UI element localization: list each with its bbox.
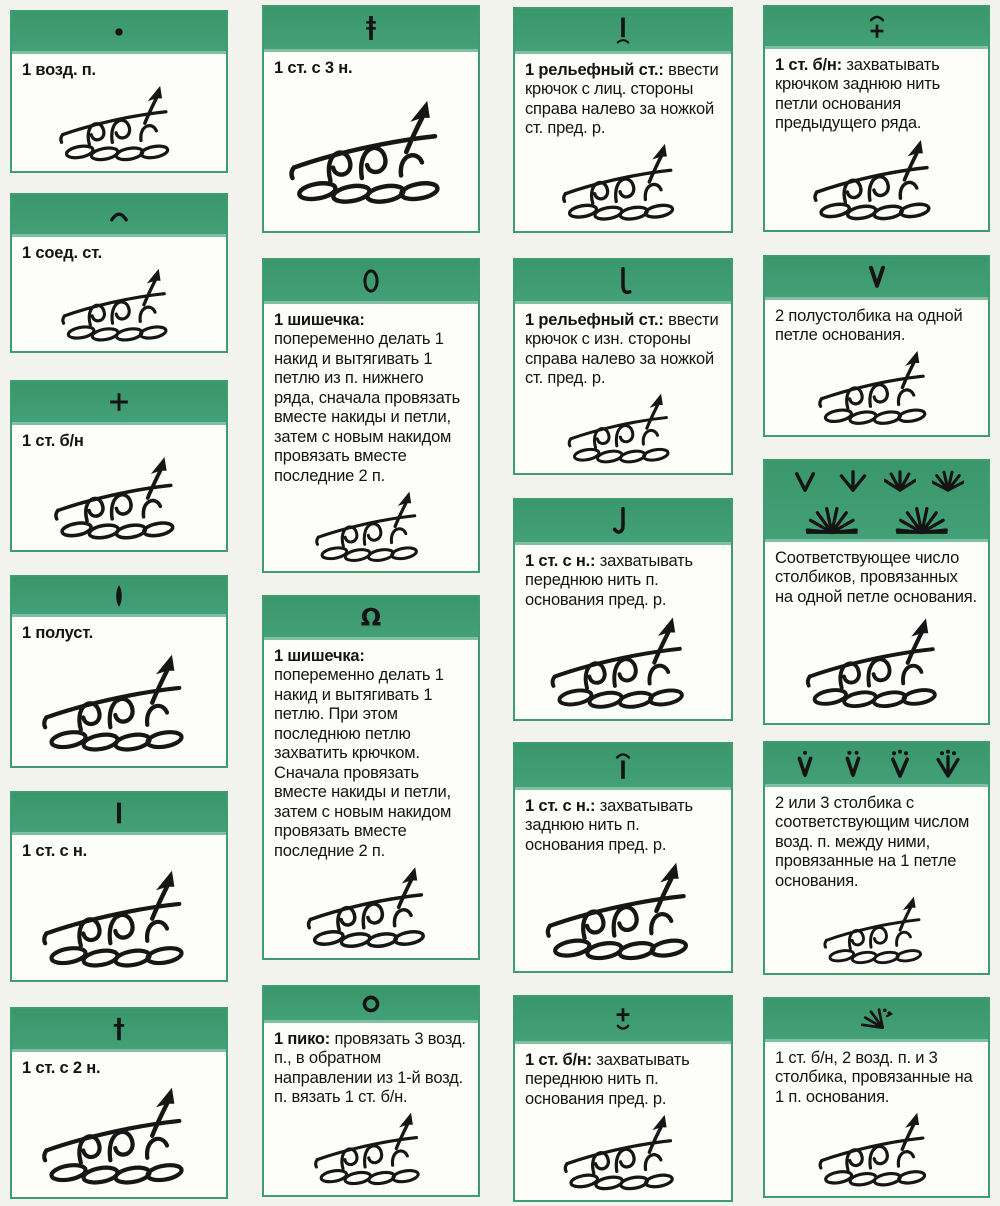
stitch-card (10, 380, 228, 552)
stitch-description (274, 311, 468, 486)
fan-3-icon (837, 463, 869, 495)
stitch-name: 1 пико: (274, 1030, 335, 1048)
bar-two-crosses-icon (355, 12, 387, 44)
illustration-wrap (525, 855, 721, 966)
crochet-illustration-icon (531, 1112, 716, 1192)
stitch-description (525, 61, 721, 139)
crochet-illustration-icon (533, 141, 713, 223)
stitch-card (10, 10, 228, 173)
picot-ring-icon (355, 988, 387, 1020)
bobble-omega-icon (355, 601, 387, 633)
symbol-header (765, 461, 988, 542)
stitch-card (763, 741, 990, 975)
stitch-card (513, 258, 733, 475)
stitch-name: 1 ст. б/н: (525, 1051, 597, 1069)
stitch-name: 1 рельефный ст.: (525, 61, 669, 79)
symbol-header (515, 744, 731, 790)
crochet-illustration-icon (802, 894, 952, 966)
stitch-card (10, 193, 228, 353)
symbol-header (12, 1009, 226, 1052)
symbol-header (12, 12, 226, 54)
symbol-row (272, 601, 470, 633)
stitch-name: 1 возд. п. (22, 61, 96, 79)
v-one-dot-icon (789, 748, 821, 780)
symbol-row (773, 11, 980, 43)
stitch-description (775, 307, 978, 346)
illustration-wrap (775, 891, 978, 968)
stitch-card (262, 985, 480, 1197)
illustration-wrap (525, 1109, 721, 1195)
stitch-description (775, 549, 978, 607)
stitch-details: захватывать переднюю нить п. основания пред. р. (525, 552, 693, 609)
symbol-header (12, 382, 226, 425)
symbol-header (765, 7, 988, 49)
fan-5-icon (884, 463, 916, 495)
stitch-card (513, 7, 733, 233)
chain-dot-icon (103, 16, 135, 48)
symbol-row (523, 265, 723, 297)
symbol-header (515, 9, 731, 54)
svg-text:Ω: Ω (360, 603, 382, 632)
symbol-header (12, 793, 226, 835)
stitch-card (262, 258, 480, 573)
crochet-illustration-icon (791, 348, 963, 427)
stitch-details: 2 полустолбика на одной петле основания. (775, 307, 963, 345)
stitch-description (22, 61, 216, 80)
symbol-row (773, 463, 980, 495)
crochet-illustration-icon (286, 97, 456, 207)
symbol-row (272, 12, 470, 44)
card-body (765, 49, 988, 230)
symbol-header (515, 997, 731, 1044)
illustration-wrap (22, 80, 216, 166)
crochet-illustration-icon (803, 615, 951, 711)
crochet-illustration-icon (44, 266, 194, 344)
symbol-header (515, 260, 731, 304)
symbol-row (20, 580, 218, 612)
symbol-row (20, 386, 218, 418)
symbol-row (773, 748, 980, 780)
half-lens-icon (103, 580, 135, 612)
plus-arc-above-icon (861, 11, 893, 43)
bar-one-cross-icon (103, 1013, 135, 1045)
illustration-wrap (22, 451, 216, 545)
illustration-wrap (274, 486, 468, 566)
relief-back-bar-icon (607, 265, 639, 297)
bobble-oval-icon (355, 265, 387, 297)
fan-8-icon (800, 498, 864, 538)
symbol-row (523, 1003, 723, 1035)
stitch-details: ввести крючок с изн. стороны справа налево за ножкой ст. пред. р. (525, 311, 719, 388)
stitch-name: 1 ст. с 2 н. (22, 1059, 101, 1077)
stitch-description (22, 842, 216, 861)
illustration-wrap (274, 78, 468, 226)
relief-front-bar-icon (607, 14, 639, 46)
stitch-card (513, 498, 733, 721)
card-body (515, 1044, 731, 1200)
illustration-wrap (775, 346, 978, 430)
fan-tilted-dots-icon (855, 1003, 899, 1035)
stitch-description (775, 56, 978, 134)
stitch-description (22, 432, 216, 451)
plus-icon (103, 386, 135, 418)
stitch-description (22, 624, 216, 643)
illustration-wrap (22, 861, 216, 975)
card-body (264, 640, 478, 958)
stitch-description (775, 1049, 978, 1107)
stitch-details: попеременно делать 1 накид и вытягивать 1 петлю. При этом последнюю петлю захватить крючком. Сначала провязать вместе накиды и петли, затем с новым накидом провязать вместе последние 2 п. (274, 666, 452, 860)
symbol-row (773, 1003, 980, 1035)
illustration-wrap (274, 1108, 468, 1190)
bar-hook-down-icon (607, 505, 639, 537)
stitch-details: захватывать переднюю нить п. основания пред. р. (525, 1051, 690, 1108)
card-body (12, 1052, 226, 1197)
crochet-illustration-icon (793, 1110, 961, 1189)
card-body (264, 304, 478, 571)
stitch-details: захватывать крючком заднюю нить петли основания предыдущего ряда. (775, 56, 941, 133)
stitch-description (525, 552, 721, 610)
card-body (12, 237, 226, 351)
stitch-card (763, 997, 990, 1198)
symbol-row (20, 16, 218, 48)
stitch-card (10, 1007, 228, 1199)
stitch-description (22, 244, 216, 263)
illustration-wrap (775, 134, 978, 225)
stitch-description (525, 797, 721, 855)
stitch-card (10, 575, 228, 768)
card-body (12, 835, 226, 980)
symbol-header (765, 743, 988, 787)
illustration-wrap (775, 1107, 978, 1191)
stitch-name: 1 ст. с н.: (525, 797, 600, 815)
symbol-row (523, 750, 723, 782)
crochet-illustration-icon (39, 867, 199, 970)
illustration-wrap (525, 139, 721, 226)
symbol-header (264, 260, 478, 304)
stitch-description (525, 311, 721, 389)
stitch-card (513, 742, 733, 973)
symbol-row (773, 498, 980, 538)
card-body (515, 790, 731, 971)
symbol-header (264, 597, 478, 640)
v-three-dots-icon (884, 748, 916, 780)
stitch-name: 1 шишечка: (274, 647, 365, 665)
illustration-wrap (22, 643, 216, 761)
symbol-row (272, 988, 470, 1020)
illustration-wrap (274, 861, 468, 953)
fan-2-icon (789, 463, 821, 495)
illustration-wrap (525, 389, 721, 468)
stitch-name: 1 ст. б/н (22, 432, 84, 450)
card-body (12, 54, 226, 171)
stitch-card (763, 5, 990, 232)
symbol-row (20, 797, 218, 829)
crochet-illustration-icon (533, 391, 713, 465)
card-body (264, 1023, 478, 1195)
stitch-card (10, 791, 228, 982)
stitch-name: 1 ст. б/н: (775, 56, 847, 74)
card-body (765, 542, 988, 723)
symbol-header (12, 577, 226, 617)
stitch-name: 1 полуст. (22, 624, 94, 642)
crochet-illustration-icon (287, 489, 455, 564)
stitch-details: 1 ст. б/н, 2 возд. п. и 3 столбика, провязанные на 1 п. основания. (775, 1049, 973, 1106)
stitch-details: 2 или 3 столбика с соответствующим числом возд. п. между ними, провязанные на 1 петле основания. (775, 794, 970, 890)
stitch-name: 1 ст. с 3 н. (274, 59, 353, 77)
symbol-header (264, 7, 478, 52)
card-body (765, 1042, 988, 1196)
stitch-name: 1 рельефный ст.: (525, 311, 669, 329)
symbol-row (523, 14, 723, 46)
stitch-name: 1 ст. с н. (22, 842, 88, 860)
stitch-card (262, 595, 480, 960)
bar-icon (103, 797, 135, 829)
v-two-dots-icon (837, 748, 869, 780)
card-body (765, 787, 988, 973)
illustration-wrap (22, 1078, 216, 1192)
symbol-row (20, 1013, 218, 1045)
card-body (12, 617, 226, 766)
stitch-description (525, 1051, 721, 1109)
stitch-description (22, 1059, 216, 1078)
card-body (515, 304, 731, 473)
stitch-description (775, 794, 978, 891)
stitch-card (763, 459, 990, 725)
bar-arc-above-icon (607, 750, 639, 782)
symbol-header (515, 500, 731, 545)
card-body (515, 54, 731, 231)
symbol-header (264, 987, 478, 1023)
symbol-row (773, 261, 980, 293)
v-two-icon (861, 261, 893, 293)
symbol-header (765, 999, 988, 1042)
stitch-details: провязать 3 возд. п., в обратном направлении из 1-й возд. п. вязать 1 ст. б/н. (274, 1030, 466, 1107)
symbol-row (272, 265, 470, 297)
stitch-card (513, 995, 733, 1202)
fan-8-icon (890, 498, 954, 538)
stitch-name: 1 соед. ст. (22, 244, 103, 262)
stitch-description (274, 59, 468, 78)
illustration-wrap (775, 607, 978, 718)
stitch-description (274, 647, 468, 861)
symbol-header (765, 257, 988, 300)
symbol-header (12, 195, 226, 237)
crochet-illustration-icon (39, 1084, 199, 1187)
crochet-illustration-icon (791, 137, 963, 223)
trident-three-dots-icon (932, 748, 964, 780)
illustration-wrap (525, 610, 721, 714)
fan-6-icon (932, 463, 964, 495)
stitch-name: 1 шишечка: (274, 311, 365, 329)
crochet-illustration-icon (285, 864, 457, 950)
crochet-illustration-icon (55, 83, 183, 163)
stitch-details: попеременно делать 1 накид и вытягивать 1 петлю из п. нижнего ряда, сначала провязать вместе накиды и петли, затем с новым накидом провязать вместе последние 2 п. (274, 330, 460, 485)
stitch-card (763, 255, 990, 437)
stitch-card (262, 5, 480, 233)
plus-arc-below-icon (607, 1003, 639, 1035)
card-body (12, 425, 226, 550)
stitch-details: ввести крючок с лиц. стороны справа налево за ножкой ст. пред. р. (525, 61, 719, 138)
symbol-row (20, 199, 218, 231)
stitch-details: Соответствующее число столбиков, провязанных на одной петле основания. (775, 549, 977, 606)
illustration-wrap (22, 263, 216, 346)
symbol-row (523, 505, 723, 537)
card-body (515, 545, 731, 719)
card-body (765, 300, 988, 435)
card-body (264, 52, 478, 231)
crochet-illustration-icon (537, 614, 709, 711)
crochet-illustration-icon (42, 454, 197, 542)
stitch-description (274, 1030, 468, 1108)
stitch-details: захватывать заднюю нить п. основания пред. р. (525, 797, 693, 854)
crochet-illustration-icon (542, 859, 704, 963)
crochet-illustration-icon (39, 651, 199, 754)
slip-arc-icon (103, 199, 135, 231)
stitch-name: 1 ст. с н.: (525, 552, 600, 570)
crochet-illustration-icon (284, 1110, 459, 1187)
